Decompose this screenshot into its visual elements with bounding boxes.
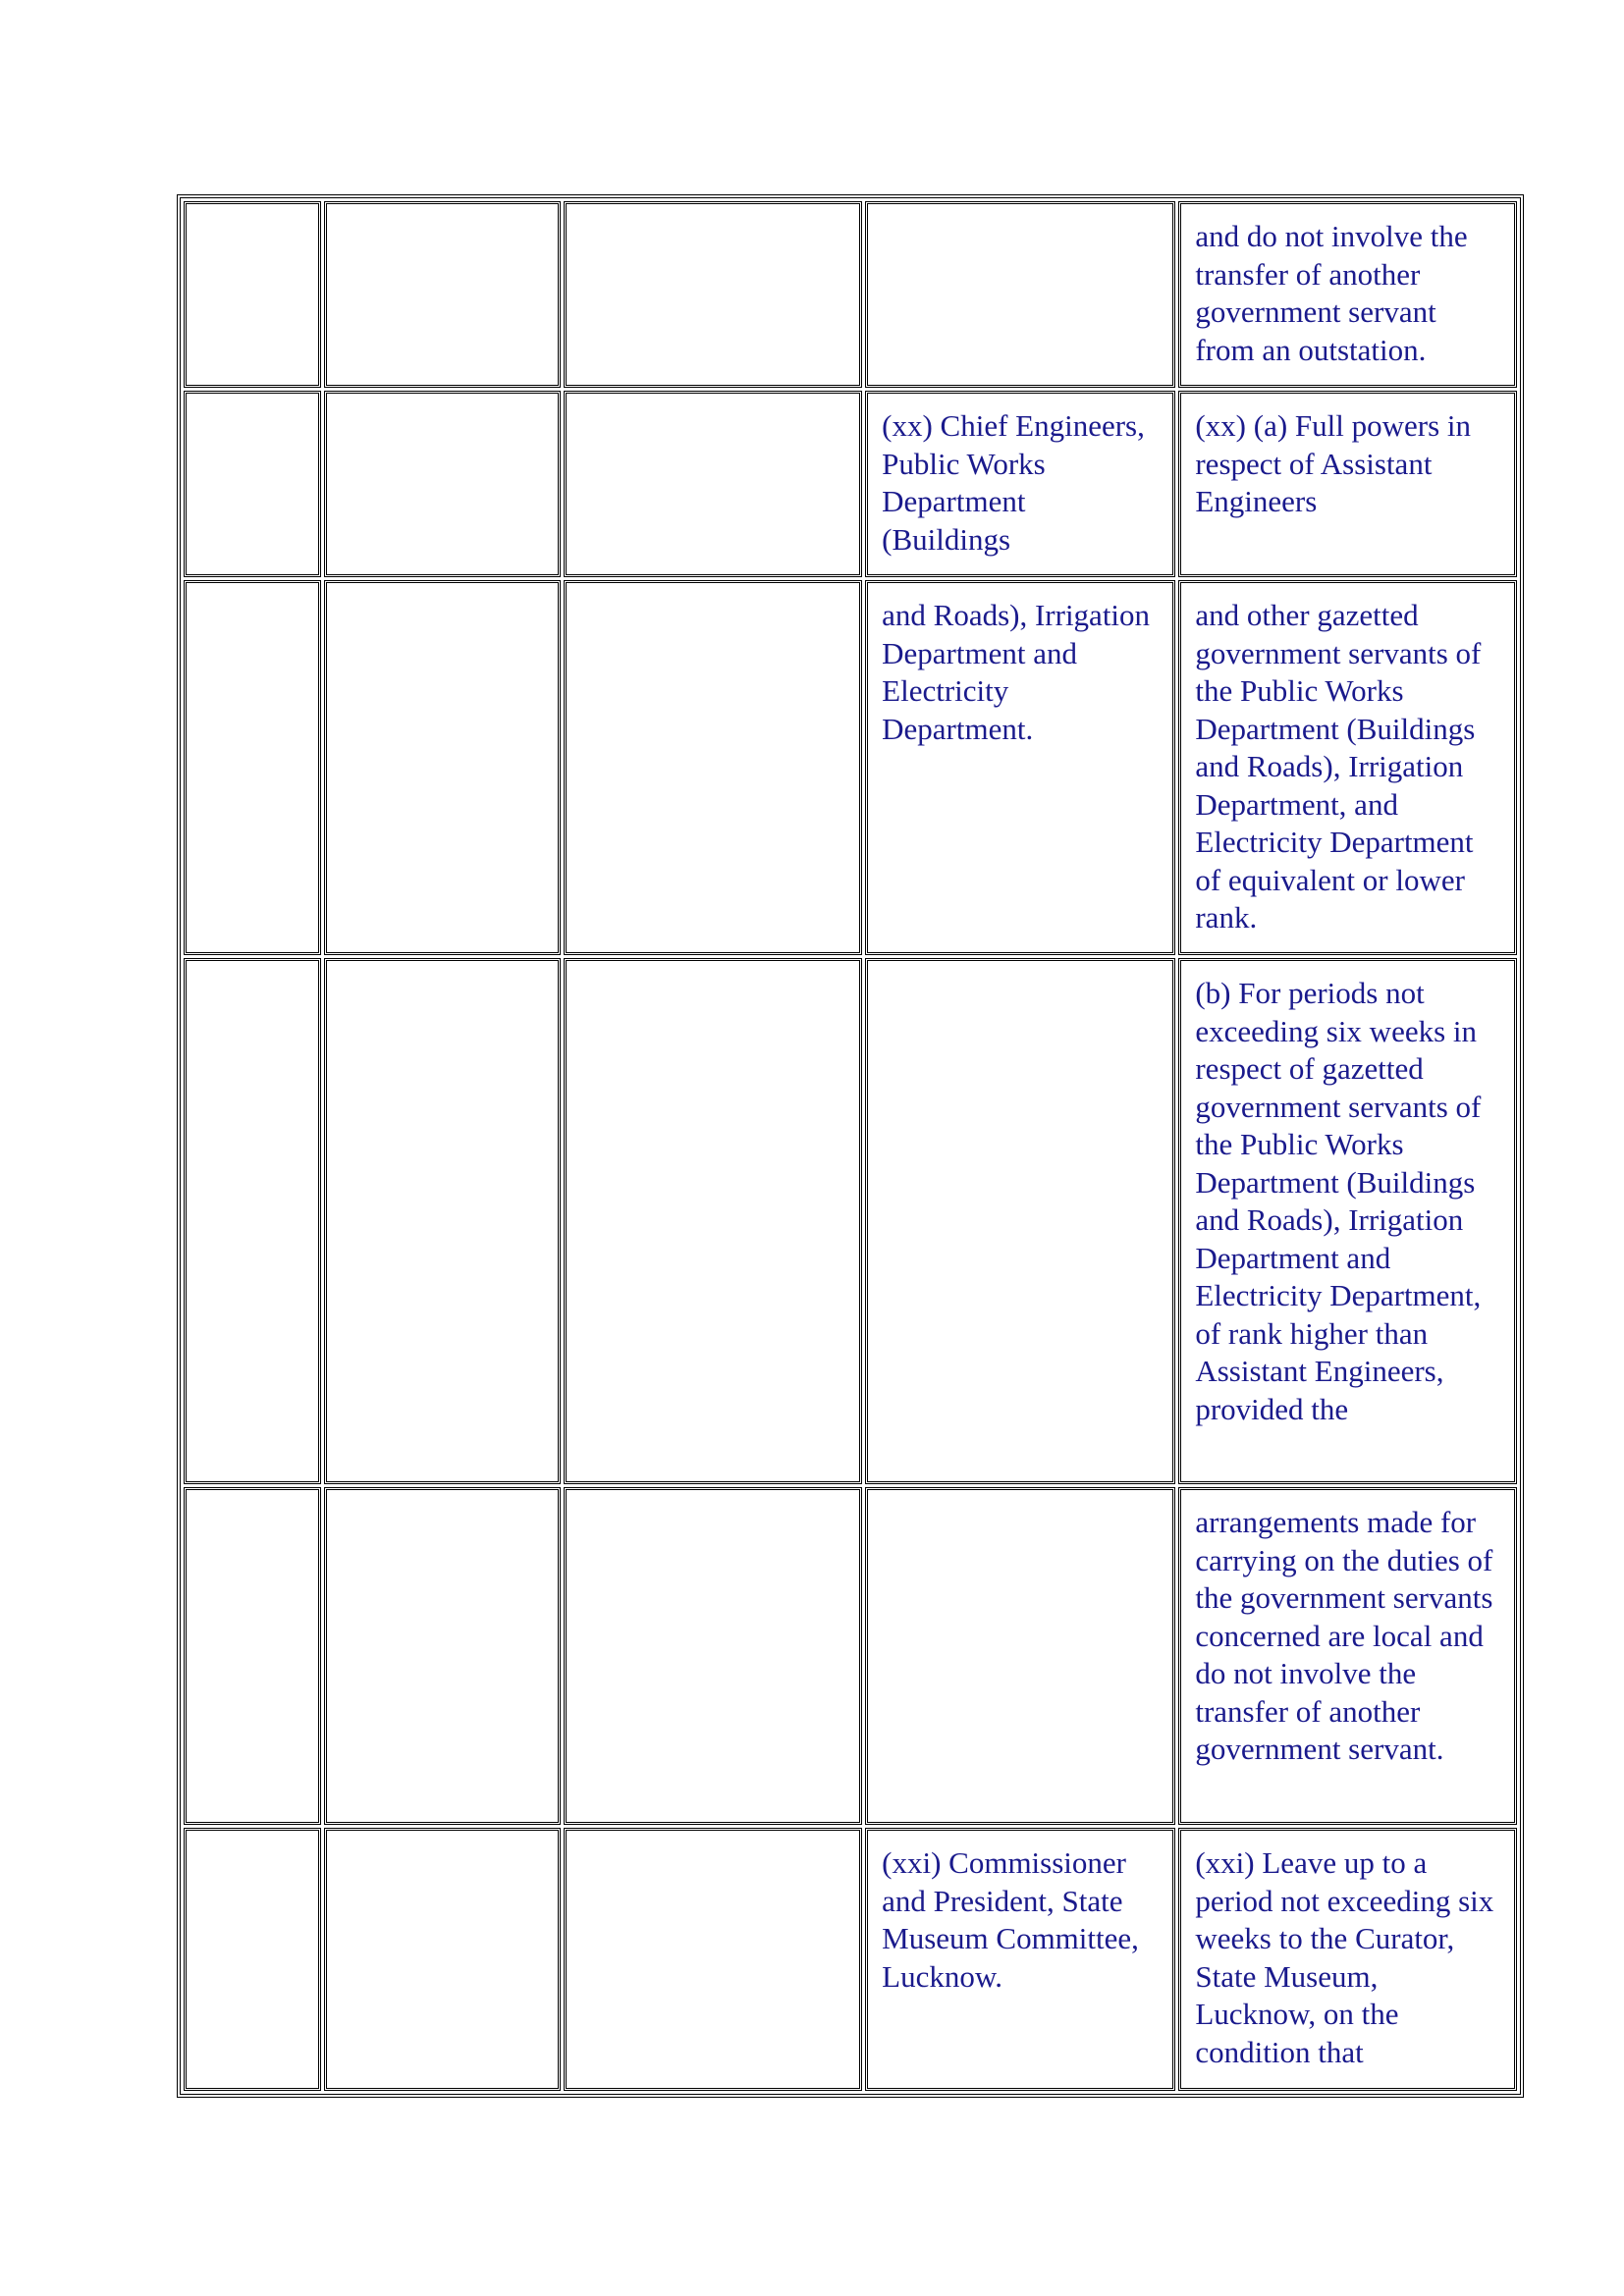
table-cell-col1 [184,1828,321,2091]
table-row [184,391,1517,577]
delegation-table [177,194,1524,2098]
table-cell-col2 [324,201,561,388]
table-cell-authority: (xx) Chief Engineers, Public Works Department (Buildings [865,391,1175,577]
table-cell-col2 [324,1828,561,2091]
table-cell-powers: and do not involve the transfer of another government servant from an outstation. [1178,201,1517,388]
table-cell-col2 [324,580,561,955]
table-cell-col1 [184,958,321,1484]
table-cell-powers: (xxi) Leave up to a period not exceeding six weeks to the Curator, State Museum, Lucknow, on the condition that [1178,1828,1517,2091]
table-cell-col3 [564,391,862,577]
table-cell-col3 [564,201,862,388]
table-row [184,958,1517,1484]
table-cell-col3 [564,580,862,955]
table-cell-col2 [324,958,561,1484]
table-cell-authority [865,201,1175,388]
table-row [184,201,1517,388]
table-cell-authority [865,1487,1175,1825]
table-cell-col1 [184,580,321,955]
table-cell-powers: arrangements made for carrying on the duties of the government servants concerned are local and do not involve the transfer of another government servant. [1178,1487,1517,1825]
table-cell-col1 [184,391,321,577]
table-cell-col2 [324,391,561,577]
table-cell-col3 [564,1828,862,2091]
table-cell-col3 [564,1487,862,1825]
table-cell-authority [865,958,1175,1484]
table-cell-col1 [184,1487,321,1825]
table-row [184,580,1517,955]
table-cell-col1 [184,201,321,388]
table-cell-col3 [564,958,862,1484]
table-cell-powers: (b) For periods not exceeding six weeks in respect of gazetted government servants of the Public Works Department (Buildings and Roads), Irrigation Department and Electricity Department, of rank higher than Assistant Engineers, provided the [1178,958,1517,1484]
table-cell-authority: and Roads), Irrigation Department and Electricity Department. [865,580,1175,955]
table-cell-authority: (xxi) Commissioner and President, State Museum Committee, Lucknow. [865,1828,1175,2091]
table-cell-powers: (xx) (a) Full powers in respect of Assistant Engineers [1178,391,1517,577]
table-cell-col2 [324,1487,561,1825]
table-row [184,1487,1517,1825]
table-row [184,1828,1517,2091]
table-cell-powers: and other gazetted government servants of the Public Works Department (Buildings and Roads), Irrigation Department, and Electricity Department of equivalent or lower rank. [1178,580,1517,955]
